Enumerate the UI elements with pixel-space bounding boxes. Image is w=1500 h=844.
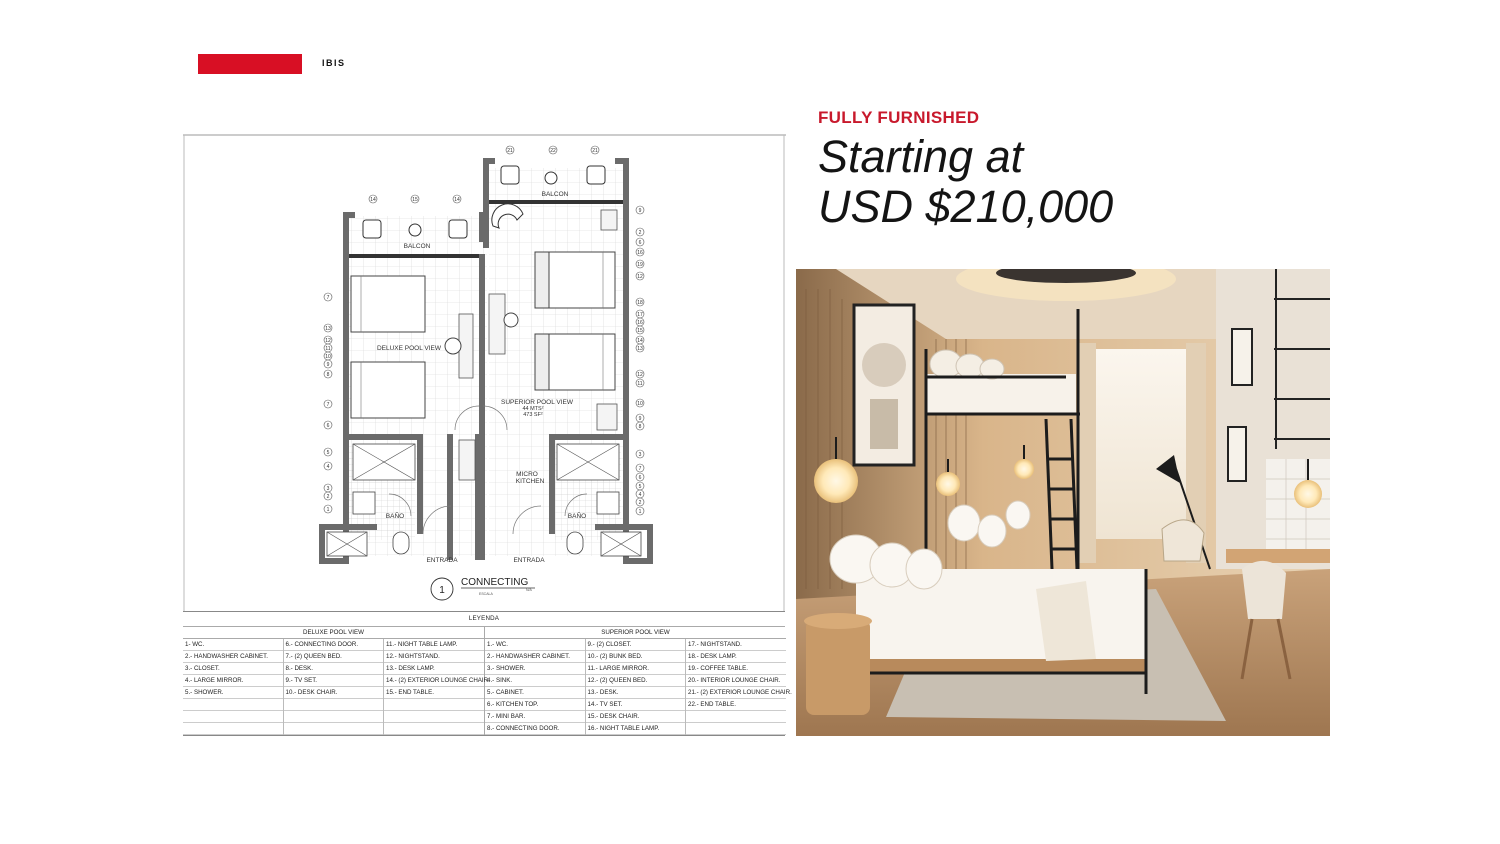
legend-deluxe-col-1 [183,639,284,735]
plan-tag: 13 [637,345,643,352]
legend-item: 22.- END TABLE. [686,699,786,711]
floor-plan [183,134,792,732]
legend-item [284,711,384,723]
plan-tag: 14 [454,196,460,203]
price-headline [818,132,1113,232]
plan-tag: 2 [326,493,330,500]
legend-table [183,611,792,736]
legend-item: 15.- DESK CHAIR. [586,711,686,723]
label-area-sf: 473 SF² [523,412,543,418]
plan-tag: 6 [638,239,642,246]
label-room-deluxe: DELUXE POOL VIEW [376,345,442,352]
legend-item: 2.- HANDWASHER CABINET. [485,651,585,663]
legend-item: 13.- DESK. [586,687,686,699]
plan-tag: 9 [326,361,330,368]
plan-tag: 5 [326,449,330,456]
plan-tag: 6 [326,422,330,429]
legend-deluxe-col-2 [284,639,385,735]
plan-tag: 10 [325,353,331,360]
legend-item [183,723,283,735]
legend-item: 3.- CLOSET. [183,663,283,675]
legend-item [284,699,384,711]
plan-tag: 4 [326,463,330,470]
legend-item: 8.- CONNECTING DOOR. [485,723,585,735]
legend-item: 18.- DESK LAMP. [686,651,786,663]
label-entrance-left: ENTRADA [426,557,458,564]
plan-tag: 18 [637,299,643,306]
label-room-superior: SUPERIOR POOL VIEW [501,399,573,406]
label-balcony-left: BALCON [403,243,431,250]
legend-item: 12.- NIGHTSTAND. [384,651,484,663]
plan-tag: 11 [637,380,643,387]
plan-tag: 14 [637,337,643,344]
legend-item: 12.- (2) QUEEN BED. [586,675,686,687]
legend-item: 7.- (2) QUEEN BED. [284,651,384,663]
label-bath-right: BAÑO [567,513,587,520]
plan-tag: 15 [412,196,418,203]
plan-tag: 7 [326,294,330,301]
legend-deluxe-header: DELUXE POOL VIEW [183,627,484,639]
plan-tag: 7 [326,401,330,408]
plan-tag: 1 [326,506,330,513]
legend-item: 9.- (2) CLOSET. [586,639,686,651]
legend-item: 5.- SHOWER. [183,687,283,699]
plan-tag: 15 [637,327,643,334]
plan-tag: 16 [637,319,643,326]
legend-item: 7.- MINI BAR. [485,711,585,723]
plan-tag: 12 [637,371,643,378]
plan-tag: 11 [325,345,331,352]
legend-item: 13.- DESK LAMP. [384,663,484,675]
legend-item: 14.- TV SET. [586,699,686,711]
headline-line-1: Starting at [818,131,1024,182]
label-area-m2: 44 MTS² [522,406,544,412]
brand-accent-bar [198,54,302,74]
plan-tag: 8 [638,423,642,430]
plan-tag: 2 [638,499,642,506]
headline-kicker: FULLY FURNISHED [818,108,980,127]
legend-title: LEYENDA [183,612,785,627]
label-bath-left: BAÑO [385,513,405,520]
plan-tag: 7 [638,465,642,472]
plan-tag: 13 [325,325,331,332]
plan-tag: 21 [507,147,513,154]
legend-item [384,711,484,723]
legend-superior-header: SUPERIOR POOL VIEW [485,627,786,639]
legend-deluxe-col-3 [384,639,490,735]
legend-item: 5.- CABINET. [485,687,585,699]
plan-tag: 10 [637,400,643,407]
plan-tag: 14 [370,196,376,203]
plan-tag: 3 [326,485,330,492]
label-entrance-right: ENTRADA [513,557,545,564]
legend-item: 10.- (2) BUNK BED. [586,651,686,663]
headline-line-2: USD $210,000 [818,181,1114,232]
legend-item: 4.- LARGE MIRROR. [183,675,283,687]
legend-item: 6.- CONNECTING DOOR. [284,639,384,651]
plan-tag: 5 [638,483,642,490]
legend-item [686,723,786,735]
plan-tag: 22 [550,147,556,154]
plan-tag: 17 [637,311,643,318]
legend-item [183,699,283,711]
plan-tag: 12 [637,273,643,280]
legend-superior [485,627,792,735]
legend-item [686,711,786,723]
legend-item: 1.- WC. [485,639,585,651]
plan-tag: 16 [637,249,643,256]
legend-item: 20.- INTERIOR LOUNGE CHAIR. [686,675,786,687]
legend-item [284,723,384,735]
plan-tag: 6 [638,474,642,481]
legend-item [183,711,283,723]
plan-tag: 4 [638,491,642,498]
plan-tag: 3 [638,451,642,458]
legend-item: 8.- DESK. [284,663,384,675]
legend-item: 19.- COFFEE TABLE. [686,663,786,675]
drawing-number: 1 [439,585,445,596]
drawing-na: N/A [526,588,532,592]
plan-tag: 12 [325,337,331,344]
legend-item: 1- WC. [183,639,283,651]
label-micro-kitchen-2: KITCHEN [515,478,545,485]
legend-item: 2.- HANDWASHER CABINET. [183,651,283,663]
plan-tag: 2 [638,229,642,236]
legend-item: 10.- DESK CHAIR. [284,687,384,699]
plan-tag: 21 [592,147,598,154]
legend-item: 3.- SHOWER. [485,663,585,675]
legend-item: 21.- (2) EXTERIOR LOUNGE CHAIR. [686,687,786,699]
plan-tag: 9 [638,415,642,422]
legend-deluxe [183,627,490,735]
drawing-scale: ESCALA [479,592,493,596]
legend-superior-col-1 [485,639,586,735]
legend-item: 15.- END TABLE. [384,687,484,699]
legend-item: 11.- NIGHT TABLE LAMP. [384,639,484,651]
legend-item: 16.- NIGHT TABLE LAMP. [586,723,686,735]
drawing-title: CONNECTING [461,577,529,588]
plan-tag: 1 [638,508,642,515]
legend-item: 9.- TV SET. [284,675,384,687]
legend-superior-col-2 [586,639,687,735]
label-micro-kitchen-1: MICRO [516,471,538,478]
legend-item: 11.- LARGE MIRROR. [586,663,686,675]
legend-superior-col-3 [686,639,792,735]
legend-item: 17.- NIGHTSTAND. [686,639,786,651]
plan-tag: 8 [326,371,330,378]
legend-item [384,723,484,735]
bedroom-photo [796,269,1330,736]
legend-item: 14.- (2) EXTERIOR LOUNGE CHAIR. [384,675,484,687]
plan-tag: 9 [638,207,642,214]
plan-tag: 19 [637,261,643,268]
brand-name: IBIS [322,58,346,68]
label-balcony-right: BALCON [541,191,569,198]
floor-plan-drawing [183,134,786,612]
legend-item [384,699,484,711]
legend-item: 4.- SINK. [485,675,585,687]
legend-item: 6.- KITCHEN TOP. [485,699,585,711]
